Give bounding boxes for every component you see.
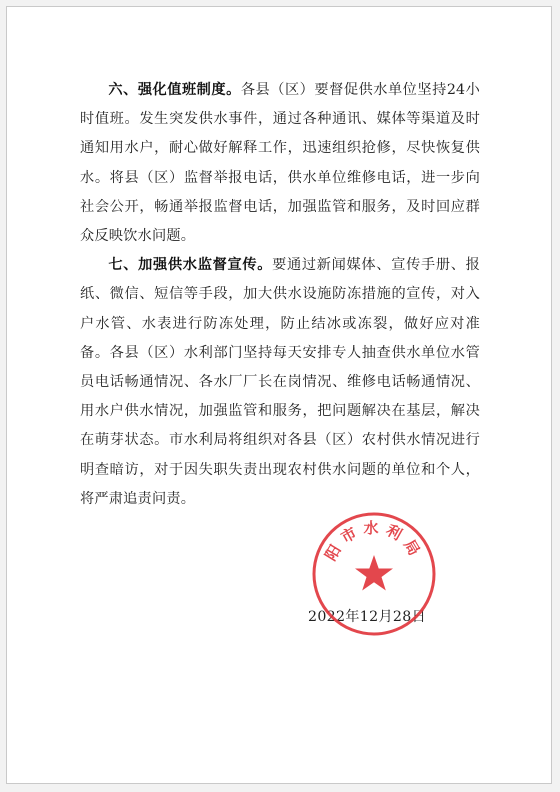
official-seal [311, 511, 437, 637]
seal-text-path: 阳市水利局 [321, 519, 427, 564]
paragraph-6 [80, 76, 480, 251]
paragraph-7 [80, 251, 480, 514]
document-date: 2022年12月28日 [308, 609, 427, 625]
paragraph-6-body: 各县（区）要督促供水单位坚持24小时值班。发生突发供水事件，通过各种通讯、媒体等渠道及时通知用水户，耐心做好解释工作，迅速组织抢修，尽快恢复供水。将县（区）监督举报电话，供水单位维修电话，进一步向社会公开，畅通举报监督电话，加强监管和服务，及时回应群众反映饮水问题。 [80, 82, 480, 245]
paragraph-7-heading: 七、加强供水监督宣传。 [108, 257, 273, 274]
paragraph-7-body: 要通过新闻媒体、宣传手册、报纸、微信、短信等手段，加大供水设施防冻措施的宣传，对入户水管、水表进行防冻处理，防止结冰或冻裂，做好应对准备。各县（区）水利部门坚持每天安排专人抽查供水单位水管员电话畅通情况、各水厂厂长在岗情况、维修电话畅通情况、用水户供水情况，加强监管和服务，把问题解决在基层，解决在萌芽状态。市水利局将组织对各县（区）农村供水情况进行明查暗访，对于因失职失责出现农村供水问题的单位和个人，将严肃追责问责。 [80, 257, 481, 507]
seal-star-icon [355, 555, 393, 591]
document-body [80, 76, 480, 514]
paragraph-6-heading: 六、强化值班制度。 [108, 82, 241, 98]
